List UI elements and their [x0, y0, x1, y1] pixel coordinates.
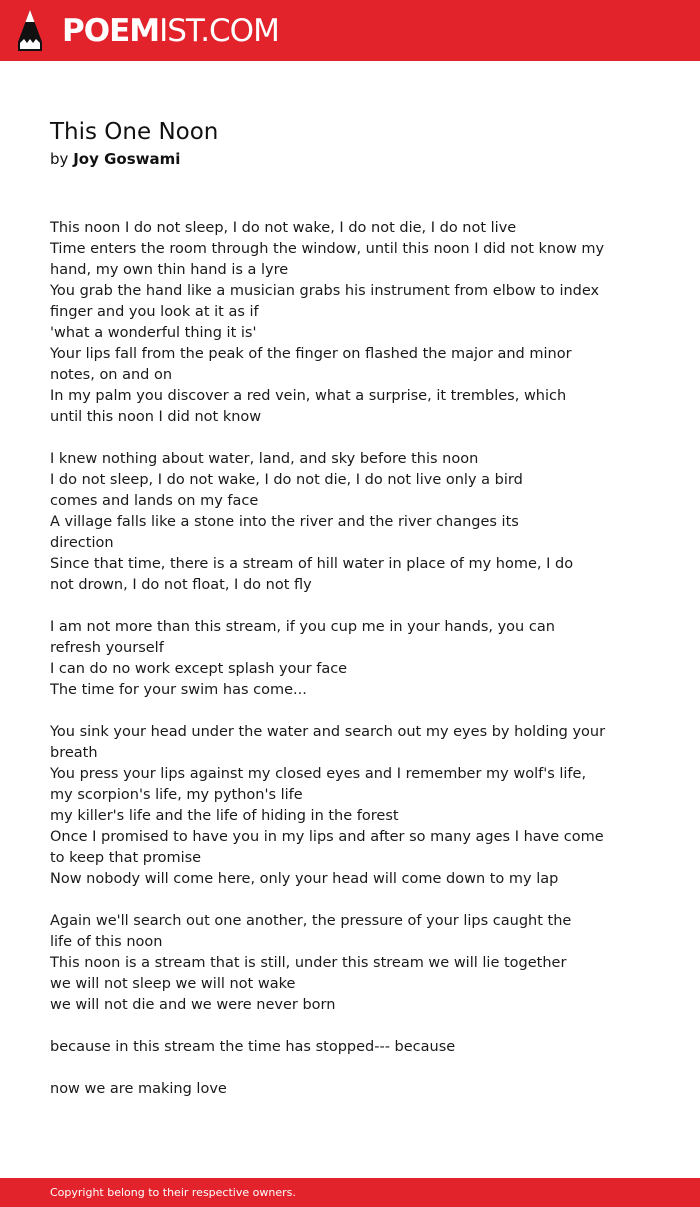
poem-line: notes, on and on	[50, 367, 173, 383]
poem-line: Once I promised to have you in my lips and after so many ages I have come	[50, 829, 604, 845]
footer-copyright: Copyright belong to their respective owners.	[50, 1186, 296, 1199]
poem-line: until this noon I did not know	[50, 409, 262, 425]
poem-line: hand, my own thin hand is a lyre	[50, 262, 289, 278]
poem-line: Again we'll search out one another, the pressure of your lips caught the	[50, 913, 572, 929]
poem-line: we will not sleep we will not wake	[50, 976, 296, 992]
stanza-break	[50, 1058, 650, 1079]
stanza-break	[50, 890, 650, 911]
stanza-break	[50, 701, 650, 722]
poem-line: now we are making love	[50, 1081, 227, 1097]
logo-text-bold: POEM	[62, 13, 160, 49]
logo-text-light: IST.COM	[159, 13, 279, 49]
poem-line: my killer's life and the life of hiding in the forest	[50, 808, 399, 824]
poem-title: This One Noon	[50, 119, 219, 145]
poem-line: life of this noon	[50, 934, 163, 950]
poem-line: I do not sleep, I do not wake, I do not die, I do not live only a bird	[50, 472, 523, 488]
by-label: by	[50, 150, 69, 168]
poem-author: Joy Goswami	[73, 150, 181, 168]
poem-line: A village falls like a stone into the river and the river changes its	[50, 514, 519, 530]
poem-line: refresh yourself	[50, 640, 164, 656]
poem-line: Now nobody will come here, only your head will come down to my lap	[50, 871, 559, 887]
poem-line: This noon is a stream that is still, under this stream we will lie together	[50, 955, 567, 971]
poem-line: I am not more than this stream, if you cup me in your hands, you can	[50, 619, 555, 635]
poem-line: direction	[50, 535, 114, 551]
poem-line: to keep that promise	[50, 850, 202, 866]
poem-body	[50, 218, 650, 1100]
site-header	[0, 0, 700, 61]
poem-line: finger and you look at it as if	[50, 304, 259, 320]
poem-byline	[50, 149, 180, 169]
poem-line: Your lips fall from the peak of the finger on flashed the major and minor	[50, 346, 572, 362]
poem-line: 'what a wonderful thing it is'	[50, 325, 257, 341]
poem-line: You sink your head under the water and search out my eyes by holding your	[50, 724, 606, 740]
poem-line: Since that time, there is a stream of hill water in place of my home, I do	[50, 556, 574, 572]
stanza-break	[50, 1016, 650, 1037]
poem-line: because in this stream the time has stopped--- because	[50, 1039, 456, 1055]
site-footer	[0, 1178, 700, 1207]
pencil-tip-icon	[17, 9, 43, 52]
poem-line: I can do no work except splash your face	[50, 661, 348, 677]
poem-line: comes and lands on my face	[50, 493, 259, 509]
poem-line: This noon I do not sleep, I do not wake, I do not die, I do not live	[50, 220, 517, 236]
site-logo[interactable]	[62, 12, 279, 50]
poem-line: breath	[50, 745, 98, 761]
poem-line: Time enters the room through the window, until this noon I did not know my	[50, 241, 605, 257]
poem-line: You grab the hand like a musician grabs his instrument from elbow to index	[50, 283, 600, 299]
poem-line: You press your lips against my closed eyes and I remember my wolf's life,	[50, 766, 587, 782]
poem-line: The time for your swim has come...	[50, 682, 307, 698]
stanza-break	[50, 428, 650, 449]
poem-line: we will not die and we were never born	[50, 997, 336, 1013]
stanza-break	[50, 596, 650, 617]
poem-line: my scorpion's life, my python's life	[50, 787, 303, 803]
poem-line: not drown, I do not float, I do not fly	[50, 577, 312, 593]
poem-line: I knew nothing about water, land, and sky before this noon	[50, 451, 479, 467]
poem-line: In my palm you discover a red vein, what a surprise, it trembles, which	[50, 388, 567, 404]
